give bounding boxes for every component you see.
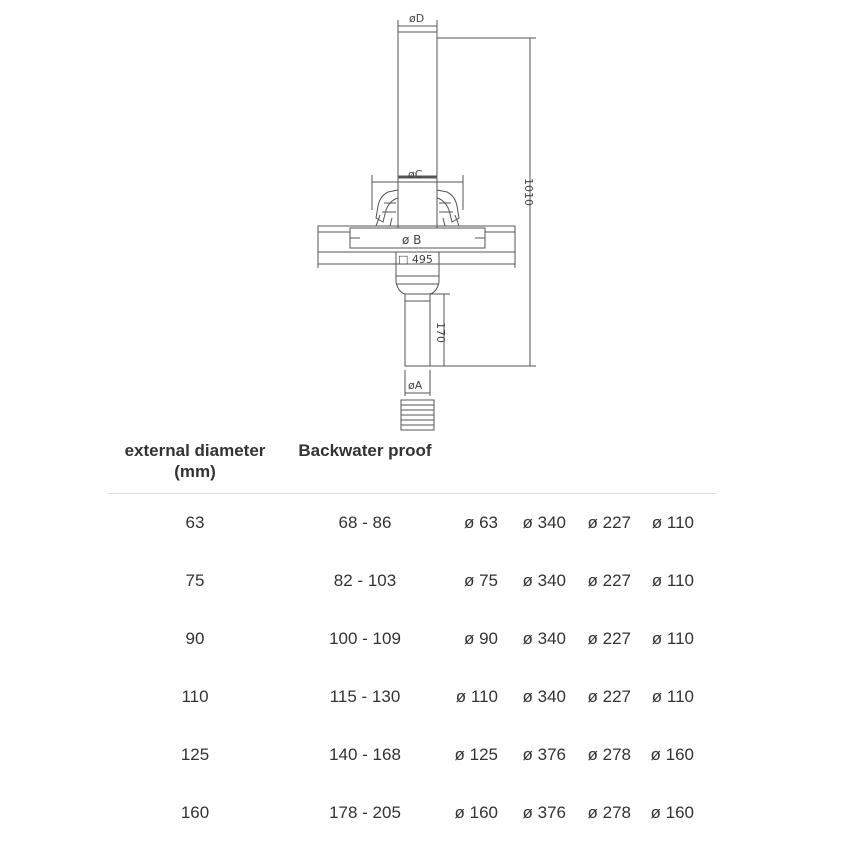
- dim-outlet-diameter: øA: [408, 379, 423, 392]
- cell-dim-d: ø 110: [651, 687, 694, 706]
- cell-external-diameter: 90: [185, 629, 205, 648]
- cell-dim-c: ø 227: [587, 629, 631, 648]
- dim-collar-diameter: ø B: [402, 233, 422, 247]
- cell-dim-b: ø 340: [522, 629, 566, 648]
- cell-dim-a: ø 110: [455, 687, 498, 706]
- cell-dim-a: ø 160: [454, 803, 498, 822]
- cell-dim-a: ø 75: [463, 571, 498, 590]
- cell-dim-b: ø 376: [522, 803, 566, 822]
- header-external-diameter: external diameter (mm): [124, 441, 266, 481]
- cell-backwater-proof: 140 - 168: [329, 745, 401, 764]
- cell-dim-b: ø 376: [522, 745, 566, 764]
- cell-backwater-proof: 100 - 109: [329, 629, 401, 648]
- cell-backwater-proof: 82 - 103: [333, 571, 397, 590]
- seal-cap-right: [437, 190, 459, 226]
- dim-cap-diameter: øC: [408, 168, 423, 181]
- cell-dim-c: ø 227: [587, 513, 631, 532]
- cell-backwater-proof: 115 - 130: [329, 687, 401, 706]
- table-row: [0, 686, 850, 708]
- dim-total-height: 1010: [522, 178, 535, 206]
- cell-dim-a: ø 90: [463, 629, 498, 648]
- cell-external-diameter: 75: [185, 571, 205, 590]
- cell-external-diameter: 110: [181, 687, 209, 706]
- table-divider: [108, 493, 716, 494]
- cell-backwater-proof: 68 - 86: [338, 513, 392, 532]
- table-row: [0, 512, 850, 534]
- cell-external-diameter: 160: [180, 803, 210, 822]
- cell-dim-c: ø 278: [587, 745, 631, 764]
- cell-dim-d: ø 110: [651, 571, 694, 590]
- table-row: [0, 570, 850, 592]
- lower-pipe: [405, 294, 430, 366]
- dim-flange-square: □ 495: [398, 253, 433, 266]
- table-row: [0, 744, 850, 766]
- cell-dim-b: ø 340: [522, 687, 566, 706]
- header-backwater-proof: Backwater proof: [298, 441, 432, 460]
- cell-dim-d: ø 110: [651, 513, 694, 532]
- cell-dim-c: ø 278: [587, 803, 631, 822]
- cell-dim-d: ø 110: [651, 629, 694, 648]
- cell-dim-a: ø 63: [463, 513, 498, 532]
- cell-dim-b: ø 340: [522, 571, 566, 590]
- cell-dim-d: ø 160: [650, 803, 694, 822]
- dim-lower-height: 170: [434, 322, 447, 343]
- cell-dim-d: ø 160: [650, 745, 694, 764]
- threaded-outlet: [401, 400, 434, 430]
- cell-backwater-proof: 178 - 205: [329, 803, 401, 822]
- seal-cap-left: [376, 190, 398, 226]
- cell-external-diameter: 125: [180, 745, 210, 764]
- cell-dim-c: ø 227: [587, 571, 631, 590]
- dim-total-height-line: [430, 38, 536, 366]
- cell-external-diameter: 63: [185, 513, 205, 532]
- cell-dim-c: ø 227: [587, 687, 631, 706]
- dim-top-diameter: øD: [409, 12, 425, 25]
- table-row: [0, 628, 850, 650]
- cell-dim-a: ø 125: [454, 745, 498, 764]
- cell-dim-b: ø 340: [522, 513, 566, 532]
- upper-pipe: [398, 32, 437, 178]
- table-row: [0, 802, 850, 824]
